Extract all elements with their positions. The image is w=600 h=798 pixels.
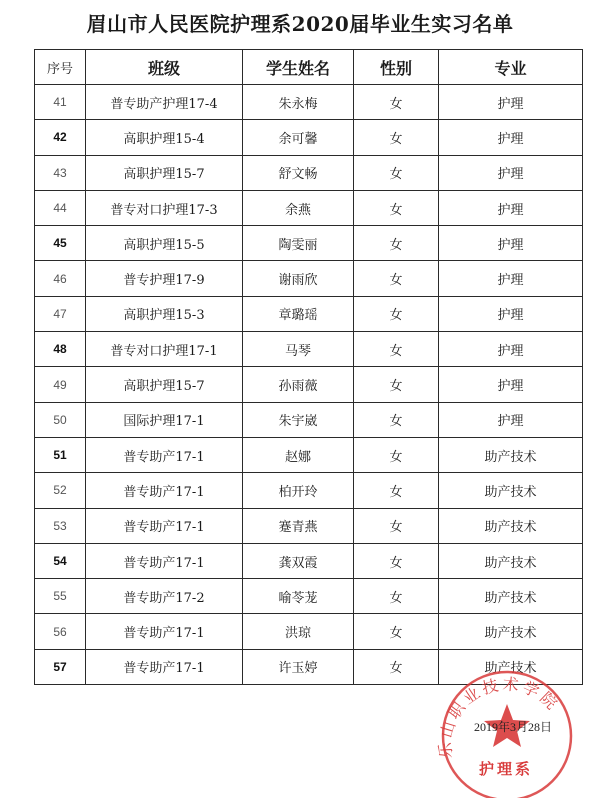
cell-class: 国际护理17-1	[86, 402, 243, 437]
table-row	[35, 85, 583, 120]
cell-major: 护理	[439, 85, 583, 120]
cell-name: 余燕	[243, 190, 354, 225]
cell-gender: 女	[354, 332, 439, 367]
cell-gender: 女	[354, 226, 439, 261]
table-row	[35, 190, 583, 225]
seal-department: 护理系	[478, 760, 533, 778]
cell-class: 高职护理15-7	[86, 367, 243, 402]
header-major: 专业	[439, 50, 583, 85]
cell-gender: 女	[354, 261, 439, 296]
cell-class: 普专助产17-1	[86, 614, 243, 649]
table-row	[35, 579, 583, 614]
cell-major: 助产技术	[439, 473, 583, 508]
cell-seq: 57	[35, 649, 86, 684]
cell-seq: 50	[35, 402, 86, 437]
cell-name: 章璐瑶	[243, 296, 354, 331]
header-class: 班级	[86, 50, 243, 85]
table-row	[35, 155, 583, 190]
cell-major: 护理	[439, 261, 583, 296]
cell-gender: 女	[354, 649, 439, 684]
cell-gender: 女	[354, 190, 439, 225]
cell-major: 护理	[439, 367, 583, 402]
cell-seq: 51	[35, 437, 86, 472]
cell-seq: 52	[35, 473, 86, 508]
cell-gender: 女	[354, 155, 439, 190]
header-gender: 性别	[354, 50, 439, 85]
cell-name: 龚双霞	[243, 543, 354, 578]
cell-major: 护理	[439, 296, 583, 331]
cell-class: 普专助产护理17-4	[86, 85, 243, 120]
cell-major: 助产技术	[439, 614, 583, 649]
cell-major: 护理	[439, 155, 583, 190]
cell-major: 护理	[439, 190, 583, 225]
cell-seq: 44	[35, 190, 86, 225]
cell-major: 助产技术	[439, 437, 583, 472]
cell-name: 马琴	[243, 332, 354, 367]
cell-major: 助产技术	[439, 579, 583, 614]
cell-major: 护理	[439, 226, 583, 261]
cell-class: 普专助产17-1	[86, 649, 243, 684]
table-header-row	[35, 50, 583, 85]
table-row	[35, 120, 583, 155]
cell-class: 普专护理17-9	[86, 261, 243, 296]
svg-text:乐山职业技术学院	[436, 674, 563, 758]
table-row	[35, 614, 583, 649]
cell-gender: 女	[354, 437, 439, 472]
table-row	[35, 437, 583, 472]
table-row	[35, 402, 583, 437]
cell-name: 孙雨薇	[243, 367, 354, 402]
header-seq: 序号	[35, 50, 86, 85]
cell-major: 护理	[439, 332, 583, 367]
cell-class: 普专助产17-1	[86, 508, 243, 543]
cell-seq: 54	[35, 543, 86, 578]
cell-class: 高职护理15-3	[86, 296, 243, 331]
cell-name: 柏开玲	[243, 473, 354, 508]
cell-gender: 女	[354, 473, 439, 508]
cell-name: 谢雨欣	[243, 261, 354, 296]
cell-gender: 女	[354, 367, 439, 402]
cell-name: 舒文畅	[243, 155, 354, 190]
seal-ring-text: 乐山职业技术学院	[435, 674, 564, 759]
cell-seq: 55	[35, 579, 86, 614]
cell-seq: 41	[35, 85, 86, 120]
cell-name: 许玉婷	[243, 649, 354, 684]
cell-name: 蹇青燕	[243, 508, 354, 543]
cell-major: 助产技术	[439, 508, 583, 543]
cell-class: 普专对口护理17-3	[86, 190, 243, 225]
cell-seq: 56	[35, 614, 86, 649]
table-row	[35, 473, 583, 508]
cell-name: 朱宇崴	[243, 402, 354, 437]
page-title: 眉山市人民医院护理系2020届毕业生实习名单	[86, 12, 514, 36]
cell-class: 普专助产17-1	[86, 543, 243, 578]
cell-class: 普专助产17-1	[86, 437, 243, 472]
cell-name: 喻苓茏	[243, 579, 354, 614]
cell-name: 朱永梅	[243, 85, 354, 120]
cell-gender: 女	[354, 508, 439, 543]
cell-name: 赵娜	[243, 437, 354, 472]
cell-seq: 49	[35, 367, 86, 402]
cell-name: 陶雯丽	[243, 226, 354, 261]
header-name: 学生姓名	[243, 50, 354, 85]
cell-gender: 女	[354, 120, 439, 155]
table-row	[35, 543, 583, 578]
table-row	[35, 261, 583, 296]
cell-class: 普专对口护理17-1	[86, 332, 243, 367]
cell-class: 普专助产17-2	[86, 579, 243, 614]
cell-class: 高职护理15-7	[86, 155, 243, 190]
cell-seq: 43	[35, 155, 86, 190]
seal-date: 2019年3月28日	[474, 720, 553, 734]
cell-seq: 45	[35, 226, 86, 261]
cell-gender: 女	[354, 296, 439, 331]
table-row	[35, 332, 583, 367]
cell-class: 普专助产17-1	[86, 473, 243, 508]
cell-class: 高职护理15-5	[86, 226, 243, 261]
cell-name: 余可馨	[243, 120, 354, 155]
cell-seq: 46	[35, 261, 86, 296]
cell-major: 助产技术	[439, 543, 583, 578]
cell-gender: 女	[354, 402, 439, 437]
cell-class: 高职护理15-4	[86, 120, 243, 155]
cell-seq: 48	[35, 332, 86, 367]
cell-major: 助产技术	[439, 649, 583, 684]
cell-seq: 53	[35, 508, 86, 543]
cell-gender: 女	[354, 579, 439, 614]
cell-gender: 女	[354, 614, 439, 649]
table-row	[35, 508, 583, 543]
cell-seq: 42	[35, 120, 86, 155]
table-row	[35, 296, 583, 331]
table-row	[35, 367, 583, 402]
cell-gender: 女	[354, 543, 439, 578]
student-roster-table	[34, 49, 583, 685]
table-row	[35, 226, 583, 261]
cell-name: 洪琼	[243, 614, 354, 649]
cell-major: 护理	[439, 402, 583, 437]
cell-seq: 47	[35, 296, 86, 331]
cell-gender: 女	[354, 85, 439, 120]
cell-major: 护理	[439, 120, 583, 155]
